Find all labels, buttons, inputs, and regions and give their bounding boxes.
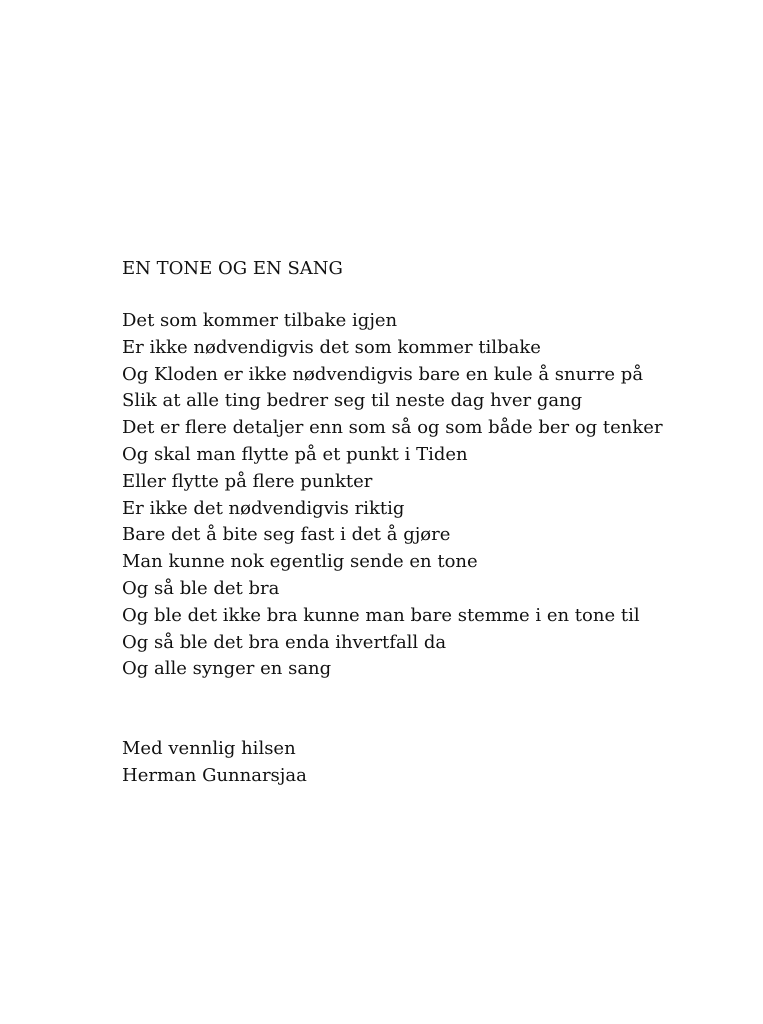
poem-line: Og skal man flytte på et punkt i Tiden xyxy=(122,443,468,465)
poem-line: Bare det å bite seg fast i det å gjøre xyxy=(122,524,451,546)
poem-line: Og så ble det bra xyxy=(122,577,280,599)
poem-line: Det som kommer tilbake igjen xyxy=(122,310,398,331)
poem-title: EN TONE OG EN SANG xyxy=(122,258,343,279)
poem-line: Og Kloden er ikke nødvendigvis bare en kule å snurre på xyxy=(122,363,644,385)
signoff xyxy=(122,736,307,790)
poem-line: Slik at alle ting bedrer seg til neste dag hver gang xyxy=(122,390,583,412)
poem-line: Eller flytte på flere punkter xyxy=(122,470,373,492)
poem-line: Det er flere detaljer enn som så og som både ber og tenker xyxy=(122,417,663,439)
poem-line: Og ble det ikke bra kunne man bare stemme i en tone til xyxy=(122,604,640,626)
poem-line: Man kunne nok egentlig sende en tone xyxy=(122,551,478,573)
author-name: Herman Gunnarsjaa xyxy=(122,764,307,786)
poem-line: Og alle synger en sang xyxy=(122,658,332,680)
poem-line: Er ikke det nødvendigvis riktig xyxy=(122,497,405,519)
poem-body xyxy=(122,308,663,683)
poem-line: Er ikke nødvendigvis det som kommer tilbake xyxy=(122,336,541,358)
poem-line: Og så ble det bra enda ihvertfall da xyxy=(122,631,447,653)
closing-salutation: Med vennlig hilsen xyxy=(122,738,296,759)
